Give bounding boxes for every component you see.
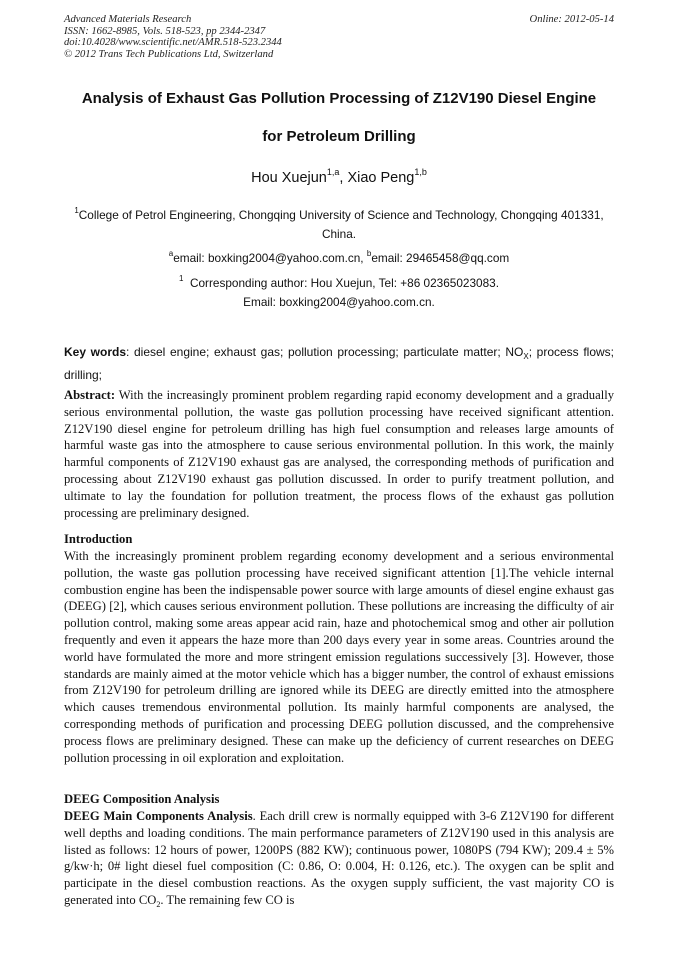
author-name: Xiao Peng	[347, 170, 415, 186]
keywords	[64, 343, 614, 384]
section-heading-composition: DEEG Composition Analysis	[64, 792, 220, 806]
email-b: email: 29465458@qq.com	[371, 251, 510, 265]
composition-paragraph	[64, 808, 614, 914]
corresponding-email: Email: boxking2004@yahoo.com.cn.	[243, 295, 435, 309]
contact-block	[40, 244, 638, 313]
corresponding-mark: 1	[178, 273, 184, 283]
paper-title-line-2: for Petroleum Drilling	[262, 128, 416, 145]
corresponding-line	[40, 269, 638, 294]
affiliation-mark: 1	[74, 206, 79, 215]
email-line	[40, 244, 638, 269]
introduction-paragraph: With the increasingly prominent problem regarding economy development and a serious environmental pollution, the waste gas pollution processing have received significant attention [1].The vehicle internal combustion engine has been the indispensable power source with large amounts of diesel engine exhaust gas (DEEG) [2], which causes serious environment pollution. These pollutions are increasing the difficulty of air pollution control, making some areas appear acid rain, haze and photochemical smog and other air pollution frequently and even it appears the haze more than 200 days every year in some areas. Countries around the world have formulated the more and more stringent emission regulations successively [3]. However, those standards are mainly aimed at the motor vehicle which has a bigger number, the control of exhaust emissions from Z12V190 for petroleum drilling are ignored while its DEEG are directly emitted into the atmosphere which causes tremendous environmental pollution. Its mainly harmful components are analysed, the corresponding methods of purification and processing DEEG pollution discussed, and the comprehensive process flows are preliminary designed. These can make up the deficiency of current researches on DEEG pollution processing in oil exploration and exploitation.	[64, 549, 614, 765]
keywords-label: Key words	[64, 345, 126, 359]
abstract-text: With the increasingly prominent problem regarding rapid economy development and a gradually serious environmental pollution, the waste gas pollution processing have received significant attention. Z12V190 diesel engine for petroleum drilling has high fuel consumption and releases large amounts of harmful waste gas into the atmosphere to cause serious environmental pollution. In this work, the mainly harmful components of Z12V190 exhaust gas are analysed, the corresponding methods of purification and processing about Z12V190 exhaust gas pollution discussed. In order to purify treatment pollution, and ultimate to lay the foundation for pollution treatment, the process flows of the exhaust gas pollution processing are preliminary designed.	[64, 388, 614, 520]
copyright-line: © 2012 Trans Tech Publications Ltd, Switzerland	[64, 48, 274, 60]
affiliation	[70, 201, 608, 244]
journal-name: Advanced Materials Research	[64, 14, 192, 25]
author-name: Hou Xuejun	[251, 170, 327, 186]
journal-header	[64, 14, 282, 60]
keywords-text-end: ; process flows; drilling;	[64, 345, 615, 382]
email-mark: b	[366, 249, 372, 258]
author-list	[40, 167, 638, 186]
abstract	[64, 387, 614, 521]
corresponding-author: Corresponding author: Hou Xuejun, Tel: +86 02365023083.	[183, 275, 500, 290]
email-mark: a	[168, 249, 174, 258]
affiliation-text: College of Petrol Engineering, Chongqing University of Science and Technology, Chongqing 401331, China.	[78, 208, 604, 241]
author-affiliation-mark: 1,a	[326, 167, 340, 177]
composition-text: . Each drill crew is normally equipped with 3-6 Z12V190 for different well depths and loading conditions. The main performance parameters of Z12V190 used in this analysis are listed as follows: 12 hours of power, 1200PS (882 KW); continuous power, 1080PS (794 KW); 209.4 ± 5% g/kw·h; 0# light diesel fuel composition (C: 0.86, O: 0.004, H: 0.126, etc.). The oxygen can be split and participate in the diesel combustion reactions. As the oxygen supply sufficient, the vast majority CO is generated into CO	[64, 809, 615, 907]
keywords-subscript: X	[523, 352, 529, 361]
keywords-text: : diesel engine; exhaust gas; pollution processing; particulate matter; NO	[126, 345, 524, 359]
author-affiliation-mark: 1,b	[414, 167, 427, 177]
paper-title-line-1: Analysis of Exhaust Gas Pollution Processing of Z12V190 Diesel Engine	[81, 90, 597, 107]
composition-text-end: . The remaining few CO is	[160, 892, 295, 907]
abstract-label: Abstract:	[64, 388, 116, 402]
email-a: email: boxking2004@yahoo.com.cn,	[173, 251, 367, 265]
section-heading-introduction: Introduction	[64, 532, 133, 546]
composition-subscript: 2	[156, 899, 161, 909]
doi-line: doi:10.4028/www.scientific.net/AMR.518-523.2344	[64, 37, 282, 48]
subsection-label: DEEG Main Components Analysis	[64, 809, 253, 823]
issn-line: ISSN: 1662-8985, Vols. 518-523, pp 2344-2347	[64, 25, 266, 37]
online-date: Online: 2012-05-14	[529, 14, 614, 25]
author-separator: ,	[339, 170, 348, 186]
